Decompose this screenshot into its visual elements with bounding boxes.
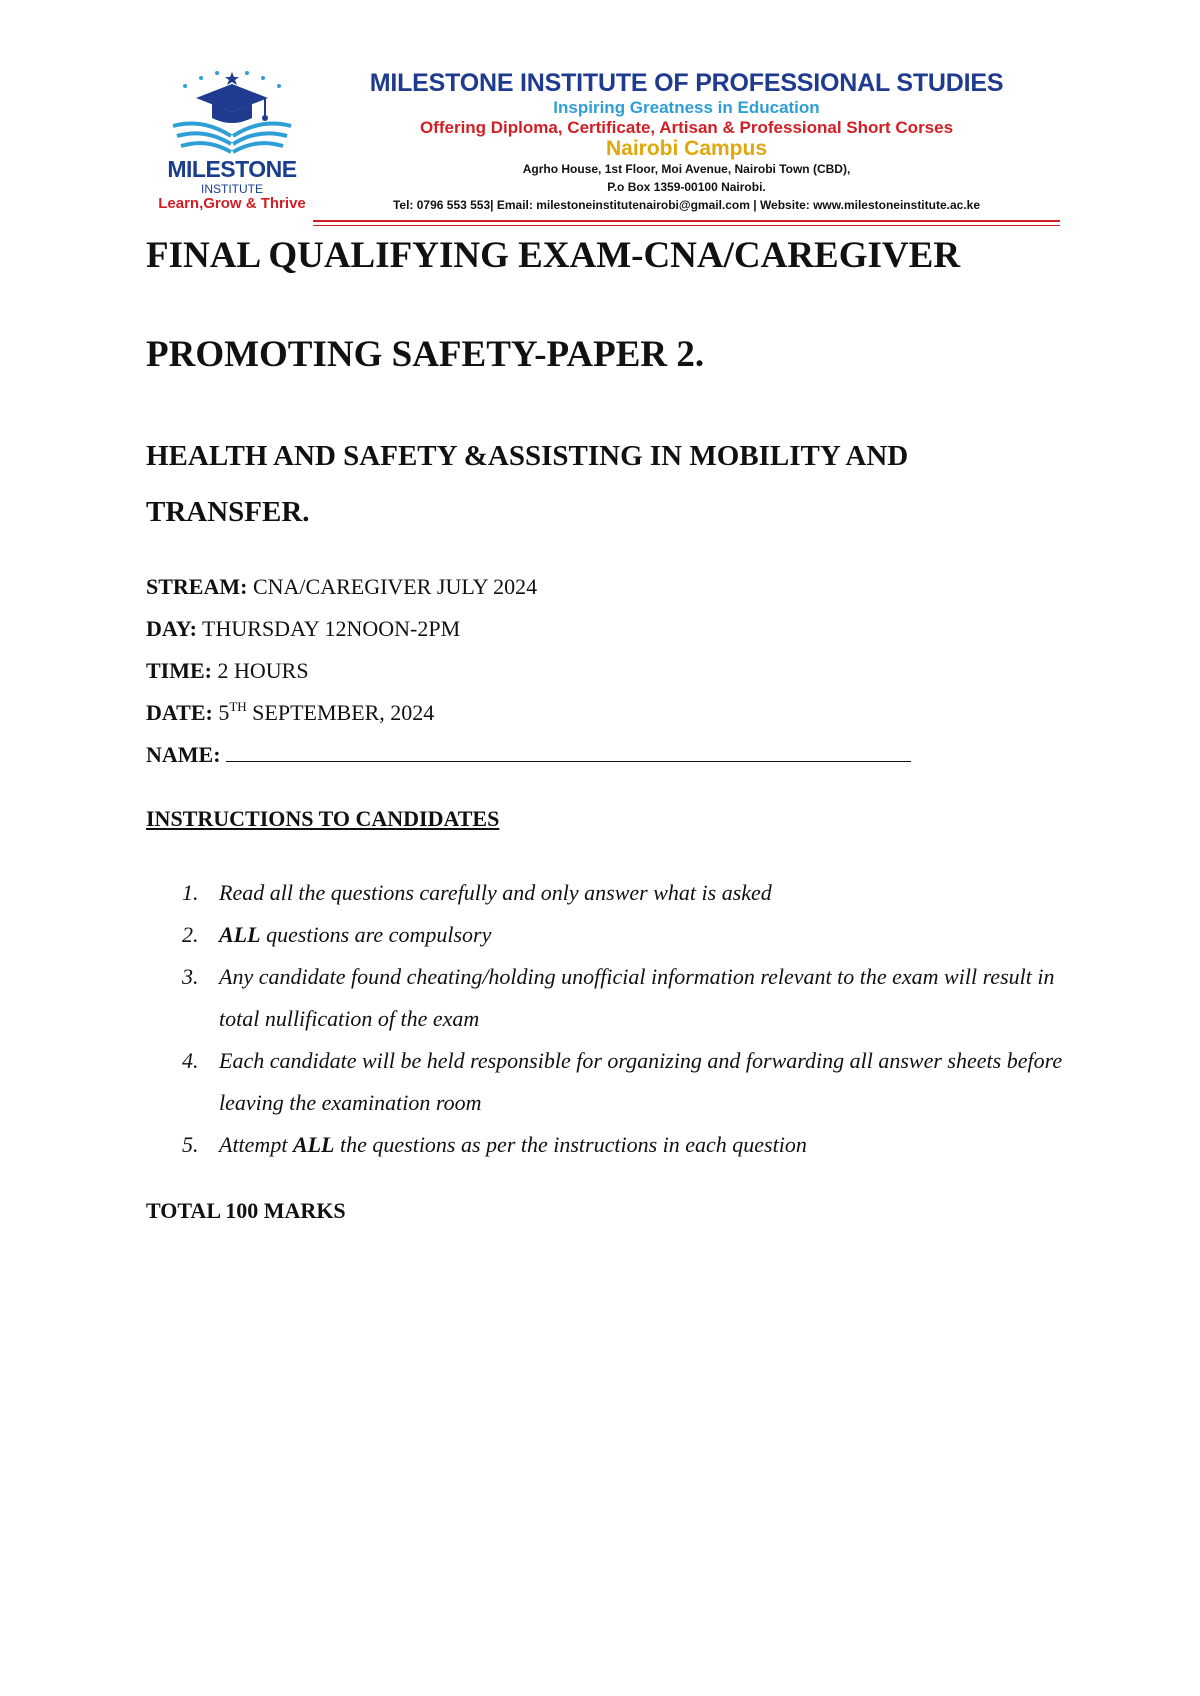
address-line-1: Agrho House, 1st Floor, Moi Avenue, Nairobi Town (CBD), <box>522 162 851 176</box>
instruction-number: 4. <box>182 1048 199 1073</box>
instruction-emphasis: ALL <box>219 922 261 947</box>
day-row <box>146 608 911 650</box>
exam-details <box>146 566 911 776</box>
instructions-heading: INSTRUCTIONS TO CANDIDATES <box>146 806 500 831</box>
address-line-2: P.o Box 1359-00100 Nairobi. <box>607 180 766 194</box>
stream-row <box>146 566 911 608</box>
time-row <box>146 650 911 692</box>
letterhead <box>155 68 1060 230</box>
instruction-item <box>146 914 1076 956</box>
campus-name: Nairobi Campus <box>605 137 768 160</box>
institute-slogan: Inspiring Greatness in Education <box>553 98 820 117</box>
stream-label: STREAM: <box>146 574 248 599</box>
stream-value: CNA/CAREGIVER JULY 2024 <box>247 574 538 599</box>
paper-title: PROMOTING SAFETY-PAPER 2. <box>146 334 705 375</box>
instruction-item <box>146 1124 1076 1166</box>
instruction-text: questions are compulsory <box>260 922 492 947</box>
logo-subtitle: INSTITUTE <box>201 182 263 196</box>
instruction-number: 2. <box>182 922 199 947</box>
instruction-item <box>146 956 1076 1040</box>
instruction-number: 3. <box>182 964 199 989</box>
instruction-text: Each candidate will be held responsible for organizing and forwarding all answer sheets before leaving the examination room <box>219 1048 1063 1115</box>
logo-wordmark: MILESTONE <box>167 156 297 182</box>
letterhead-divider <box>313 220 1060 222</box>
exam-title: FINAL QUALIFYING EXAM-CNA/CAREGIVER <box>146 235 961 276</box>
instruction-text: Any candidate found cheating/holding unofficial information relevant to the exam will result in total nullification of the exam <box>219 964 1055 1031</box>
date-label: DATE: <box>146 700 213 725</box>
date-row <box>146 692 911 734</box>
date-suffix: TH <box>229 699 247 714</box>
instructions-list <box>146 872 1076 1166</box>
name-row <box>146 734 911 776</box>
paper-heading: HEALTH AND SAFETY &ASSISTING IN MOBILITY AND TRANSFER. <box>146 440 909 528</box>
instruction-number: 5. <box>182 1132 199 1157</box>
graduation-cap-book-icon <box>165 70 299 158</box>
day-label: DAY: <box>146 616 197 641</box>
letterhead-text <box>313 68 1060 214</box>
instruction-item <box>146 872 1076 914</box>
date-rest: SEPTEMBER, 2024 <box>246 700 435 725</box>
contact-line: Tel: 0796 553 553| Email: milestoneinstitutenairobi@gmail.com | Website: www.milestoneinstitute.ac.ke <box>392 198 981 212</box>
instruction-emphasis: ALL <box>292 1132 335 1157</box>
time-value: 2 HOURS <box>212 658 309 683</box>
date-day: 5 <box>212 700 230 725</box>
logo-tagline: Learn,Grow & Thrive <box>158 195 306 212</box>
name-label: NAME: <box>146 742 221 767</box>
letterhead-divider-thin <box>313 225 1060 226</box>
institute-offering: Offering Diploma, Certificate, Artisan & Professional Short Corses <box>419 118 954 137</box>
day-value: THURSDAY 12NOON-2PM <box>196 616 461 641</box>
name-field[interactable] <box>226 743 911 762</box>
instruction-number: 1. <box>182 880 199 905</box>
instruction-text: the questions as per the instructions in each question <box>334 1132 807 1157</box>
time-label: TIME: <box>146 658 212 683</box>
institute-logo <box>155 68 305 218</box>
total-marks: TOTAL 100 MARKS <box>146 1198 346 1223</box>
instruction-text: Read all the questions carefully and only answer what is asked <box>219 880 772 905</box>
instruction-text-pre: Attempt <box>219 1132 293 1157</box>
institute-name: MILESTONE INSTITUTE OF PROFESSIONAL STUDIES <box>369 69 1004 97</box>
instruction-item <box>146 1040 1076 1124</box>
